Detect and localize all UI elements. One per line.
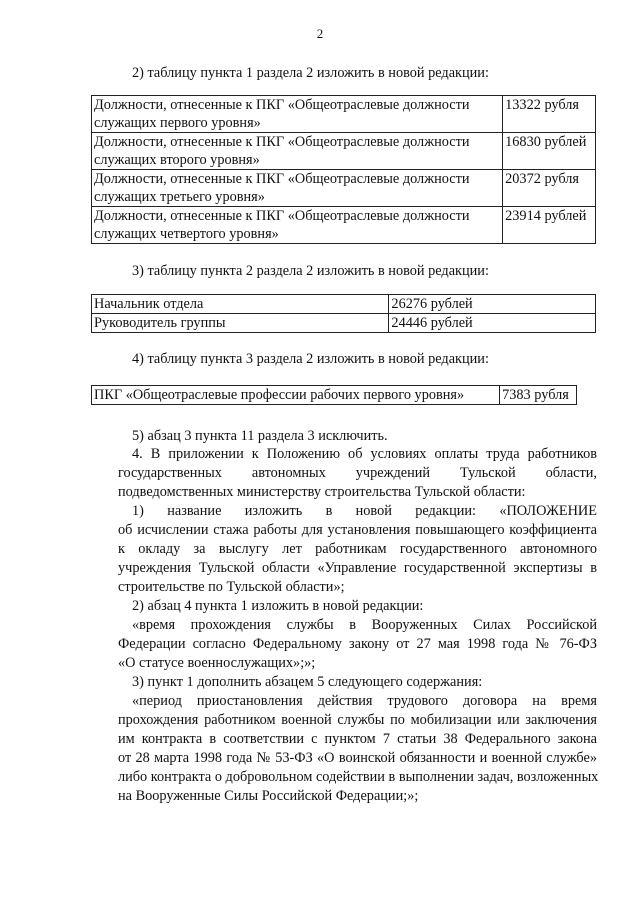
table-row [92,314,596,333]
table-row [92,133,596,170]
quote-2-line: «период приостановления действия трудового договора на время [132,693,597,709]
table-cell-value: 26276 рублей [389,295,596,314]
table-row [92,386,577,405]
table-cell-value: 20372 рубля [503,170,596,207]
subitem-2: 2) абзац 4 пункта 1 изложить в новой редакции: [132,598,424,614]
subitem-1-line: об исчислении стажа работы для установления повышающего коэффициента [118,522,597,538]
table-cell-position: Начальник отдела [92,295,389,314]
item-5: 5) абзац 3 пункта 11 раздела 3 исключить. [132,428,388,444]
table-cell-position: Руководитель группы [92,314,389,333]
paragraph-4-line: государственных автономных учреждений Тульской области, [118,465,597,481]
table-cell-value: 24446 рублей [389,314,596,333]
table-cell-value: 16830 рублей [503,133,596,170]
table-row [92,170,596,207]
table-row [92,207,596,244]
table-row [92,96,596,133]
table-cell-value: 13322 рубля [503,96,596,133]
subitem-3: 3) пункт 1 дополнить абзацем 5 следующего содержания: [132,674,483,690]
subitem-1-line: строительстве по Тульской области»; [118,579,345,595]
table-cell-position: Должности, отнесенные к ПКГ «Общеотраслевые должности служащих четвертого уровня» [92,207,503,244]
quote-2-line: на Вооруженные Силы Российской Федерации;»; [118,788,419,804]
salary-table-1 [91,95,596,244]
subitem-1-line: учреждения Тульской области «Управление государственной экспертизы в [118,560,597,576]
salary-table-3 [91,385,577,405]
item-2-heading: 2) таблицу пункта 1 раздела 2 изложить в новой редакции: [132,65,489,81]
quote-2-line: либо контракта о добровольном содействии в выполнении задач, возложенных [118,769,599,785]
table-cell-value: 7383 рубля [500,386,577,405]
quote-1-line: «время прохождения службы в Вооруженных Силах Российской [132,617,597,633]
paragraph-4-line: 4. В приложении к Положению об условиях оплаты труда работников [132,446,597,462]
quote-1-line: «О статусе военнослужащих»;»; [118,655,316,671]
subitem-1-line: 1) название изложить в новой редакции: «ПОЛОЖЕНИЕ [132,503,597,519]
table-cell-position: ПКГ «Общеотраслевые профессии рабочих первого уровня» [92,386,500,405]
quote-2-line: им контракта в соответствии с пунктом 7 статьи 38 Федерального закона [118,731,597,747]
table-cell-position: Должности, отнесенные к ПКГ «Общеотраслевые должности служащих третьего уровня» [92,170,503,207]
table-cell-position: Должности, отнесенные к ПКГ «Общеотраслевые должности служащих второго уровня» [92,133,503,170]
page-number: 2 [316,26,324,41]
quote-2-line: от 28 марта 1998 года № 53-ФЗ «О воинской обязанности и военной службе» [118,750,597,766]
table-cell-position: Должности, отнесенные к ПКГ «Общеотраслевые должности служащих первого уровня» [92,96,503,133]
quote-1-line: Федерации согласно Федеральному закону от 27 мая 1998 года № 76-ФЗ [118,636,597,652]
table-cell-value: 23914 рублей [503,207,596,244]
subitem-1-line: к окладу за выслугу лет работникам государственного автономного [118,541,597,557]
quote-2-line: прохождения работником военной службы по мобилизации или заключения [118,712,597,728]
table-row [92,295,596,314]
item-3-heading: 3) таблицу пункта 2 раздела 2 изложить в новой редакции: [132,263,489,279]
item-4-heading: 4) таблицу пункта 3 раздела 2 изложить в новой редакции: [132,351,489,367]
paragraph-4-line: подведомственных министерству строительства Тульской области: [118,484,526,500]
salary-table-2 [91,294,596,333]
